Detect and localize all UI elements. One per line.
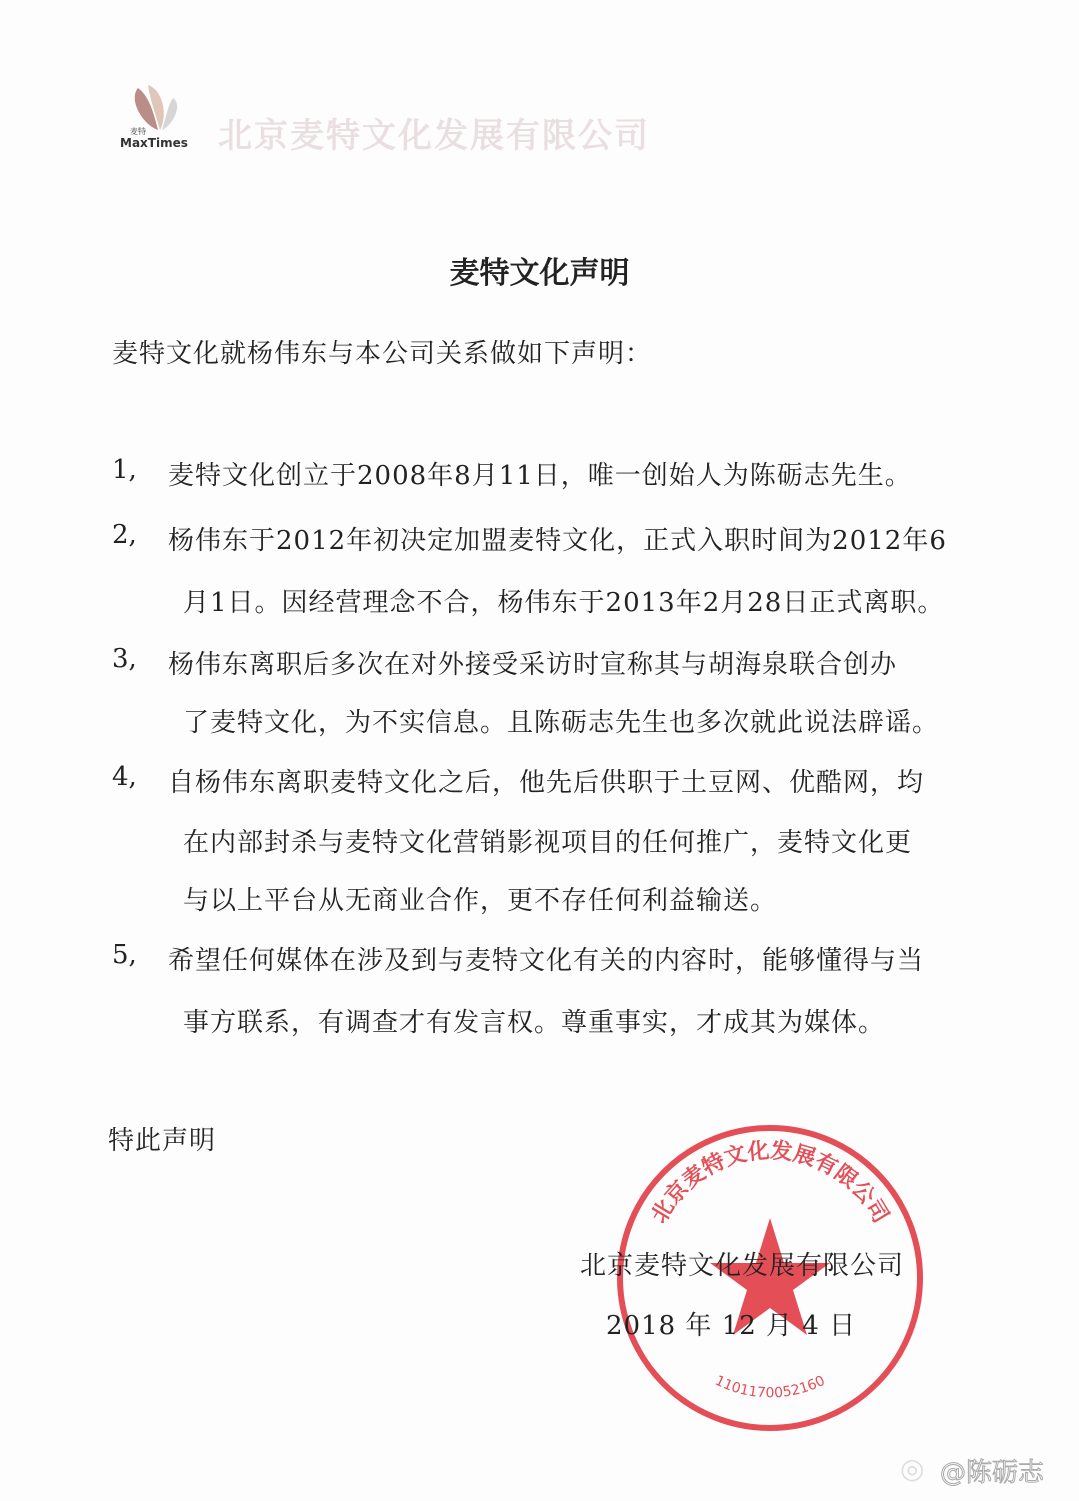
- weibo-icon: ◎: [900, 1452, 925, 1485]
- item-number: 1,: [112, 455, 137, 485]
- maxtimes-logo: [118, 80, 208, 150]
- document-title: 麦特文化声明: [449, 256, 630, 291]
- company-banner: 北京麦特文化发展有限公司: [218, 116, 650, 156]
- svg-text:MaxTimes: MaxTimes: [120, 136, 188, 150]
- item-text-line: 了麦特文化，为不实信息。且陈砺志先生也多次就此说法辟谣。: [183, 708, 940, 738]
- item-text-line: 杨伟东于2012年初决定加盟麦特文化，正式入职时间为2012年6: [168, 526, 947, 556]
- item-number: 2,: [112, 520, 137, 550]
- item-text-line: 杨伟东离职后多次在对外接受采访时宣称其与胡海泉联合创办: [168, 650, 898, 680]
- closing-text: 特此声明: [108, 1126, 217, 1156]
- item-number: 4,: [112, 762, 137, 792]
- item-text-line: 事方联系，有调查才有发言权。尊重事实，才成其为媒体。: [183, 1008, 886, 1038]
- item-text-line: 自杨伟东离职麦特文化之后，他先后供职于土豆网、优酷网，均: [168, 768, 925, 798]
- item-number: 3,: [112, 644, 137, 674]
- svg-text:北京麦特文化发展有限公司: 北京麦特文化发展有限公司: [647, 1138, 893, 1228]
- signature-company: 北京麦特文化发展有限公司: [580, 1251, 905, 1281]
- item-text-line: 月1日。因经营理念不合，杨伟东于2013年2月28日正式离职。: [183, 588, 945, 618]
- intro-paragraph: 麦特文化就杨伟东与本公司关系做如下声明：: [112, 339, 653, 369]
- item-text-line: 与以上平台从无商业合作，更不存任何利益输送。: [183, 886, 778, 916]
- svg-text:麦特: 麦特: [130, 127, 146, 136]
- item-text-line: 麦特文化创立于2008年8月11日，唯一创始人为陈砺志先生。: [168, 461, 912, 491]
- weibo-watermark: @陈砺志: [940, 1458, 1045, 1488]
- svg-text:1101170052160: 1101170052160: [712, 1372, 828, 1402]
- item-number: 5,: [112, 940, 137, 970]
- item-text-line: 在内部封杀与麦特文化营销影视项目的任何推广，麦特文化更: [183, 828, 913, 858]
- item-text-line: 希望任何媒体在涉及到与麦特文化有关的内容时，能够懂得与当: [168, 946, 925, 976]
- signature-date: 2018 年 12 月 4 日: [606, 1311, 857, 1341]
